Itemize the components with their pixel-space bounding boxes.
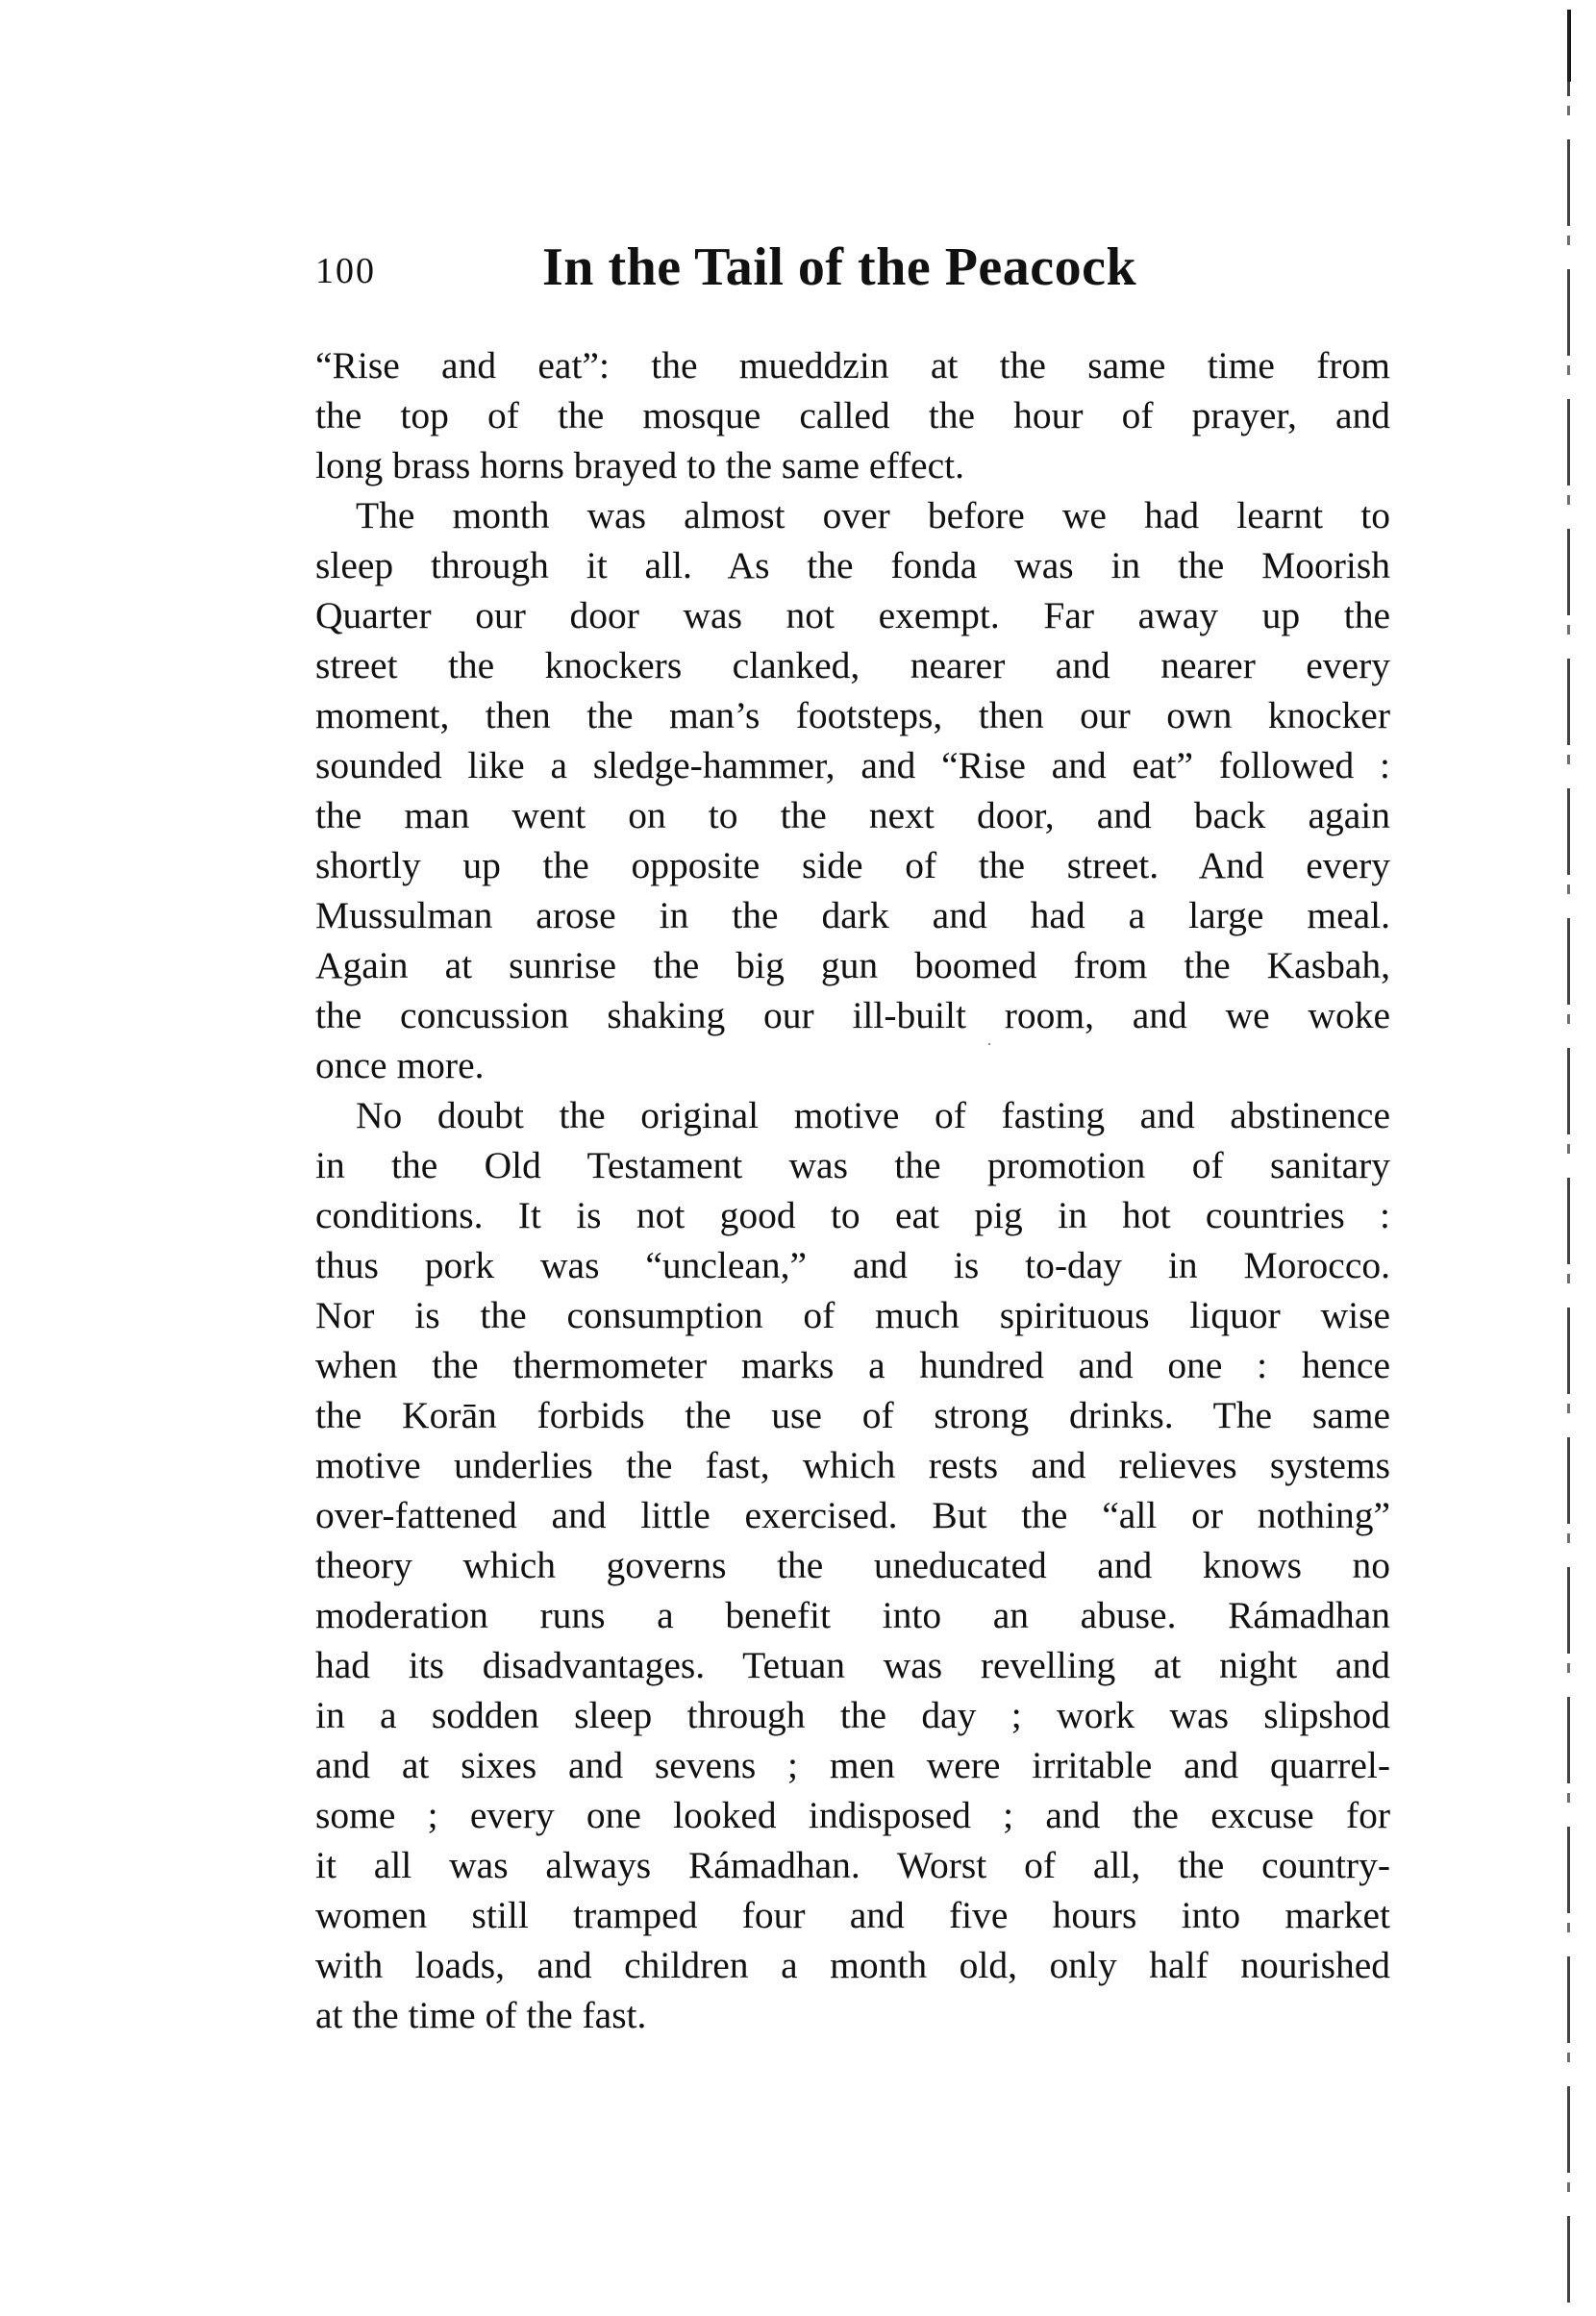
text-line: when the thermometer marks a hundred and one : hence xyxy=(315,1344,1390,1386)
text-line: Mussulman arose in the dark and had a large meal. xyxy=(315,894,1390,936)
text-line: thus pork was “unclean,” and is to-day in Morocco. xyxy=(315,1244,1390,1286)
text-line: shortly up the opposite side of the street. And every xyxy=(315,844,1390,886)
text-line: the man went on to the next door, and back again xyxy=(315,794,1390,836)
body-text xyxy=(315,340,1390,2040)
running-title: In the Tail of the Peacock xyxy=(542,237,1137,297)
scan-speck xyxy=(988,1043,990,1045)
text-line: in a sodden sleep through the day ; work was slipshod xyxy=(315,1694,1390,1736)
text-line: moment, then the man’s footsteps, then our own knocker xyxy=(315,694,1390,736)
text-line: the Korān forbids the use of strong drinks. The same xyxy=(315,1394,1390,1436)
text-line: the concussion shaking our ill-built room, and we woke xyxy=(315,994,1390,1036)
text-line: with loads, and children a month old, only half nourished xyxy=(315,1944,1390,1986)
text-line: The month was almost over before we had learnt to xyxy=(356,494,1390,536)
text-line: it all was always Rámadhan. Worst of all, the country- xyxy=(315,1844,1390,1886)
paragraph-3 xyxy=(315,1090,1390,2040)
text-line: and at sixes and sevens ; men were irritable and quarrel- xyxy=(315,1744,1390,1786)
text-line: had its disadvantages. Tetuan was revelling at night and xyxy=(315,1644,1390,1686)
text-line: theory which governs the uneducated and knows no xyxy=(315,1544,1390,1586)
text-line: in the Old Testament was the promotion of sanitary xyxy=(315,1144,1390,1186)
text-line: street the knockers clanked, nearer and nearer every xyxy=(315,644,1390,686)
text-line: women still tramped four and five hours into market xyxy=(315,1894,1390,1936)
page-number: 100 xyxy=(315,251,376,291)
text-line: motive underlies the fast, which rests and relieves systems xyxy=(315,1444,1390,1486)
text-line: Again at sunrise the big gun boomed from the Kasbah, xyxy=(315,944,1390,986)
text-line: “Rise and eat”: the mueddzin at the same time from xyxy=(315,344,1390,386)
text-line: sleep through it all. As the fonda was in the Moorish xyxy=(315,544,1390,586)
text-line: at the time of the fast. xyxy=(315,1994,647,2036)
text-line: the top of the mosque called the hour of prayer, and xyxy=(315,394,1390,436)
paragraph-2 xyxy=(315,490,1390,1090)
text-line: once more. xyxy=(315,1044,485,1086)
text-line: some ; every one looked indisposed ; and the excuse for xyxy=(315,1794,1390,1836)
text-line: over-fattened and little exercised. But the “all or nothing” xyxy=(315,1494,1390,1536)
text-line: No doubt the original motive of fasting and abstinence xyxy=(356,1094,1390,1136)
text-line: sounded like a sledge-hammer, and “Rise and eat” followed : xyxy=(315,744,1390,786)
text-line: Nor is the consumption of much spirituous liquor wise xyxy=(315,1294,1390,1336)
text-line: moderation runs a benefit into an abuse. Rámadhan xyxy=(315,1594,1390,1636)
paragraph-1 xyxy=(315,340,1390,490)
text-line: Quarter our door was not exempt. Far away up the xyxy=(315,594,1390,636)
text-line: long brass horns brayed to the same effect. xyxy=(315,444,964,486)
text-line: conditions. It is not good to eat pig in hot countries : xyxy=(315,1194,1390,1236)
scan-edge-line xyxy=(1567,10,1570,2307)
